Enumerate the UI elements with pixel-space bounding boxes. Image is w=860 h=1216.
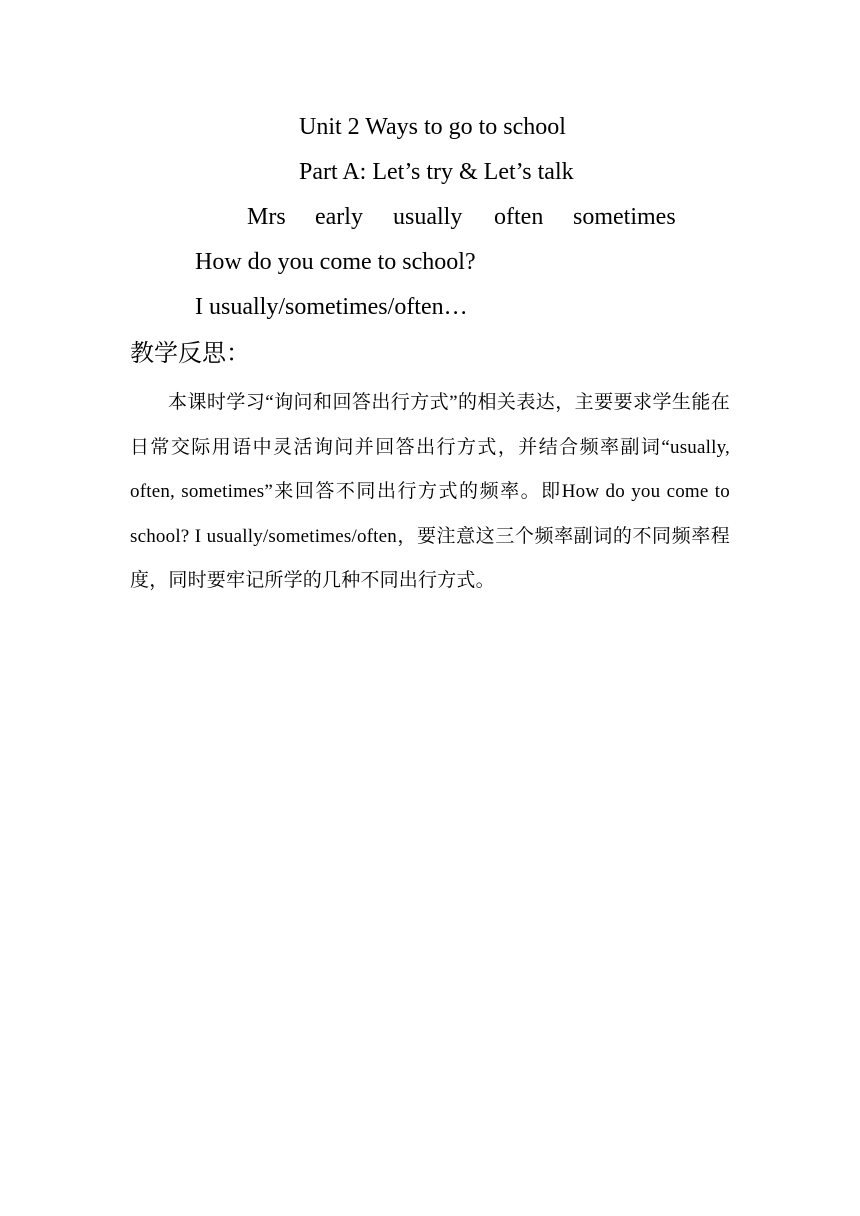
vocabulary-word: usually: [393, 204, 463, 230]
lesson-subtitle: Part A: Let’s try & Let’s talk: [299, 159, 574, 185]
key-question: How do you come to school?: [195, 249, 476, 275]
vocabulary-word: often: [494, 204, 544, 230]
unit-title: Unit 2 Ways to go to school: [299, 114, 566, 140]
vocabulary-word: early: [315, 204, 363, 230]
vocabulary-word: Mrs: [247, 204, 286, 230]
reflection-heading: 教学反思：: [130, 339, 250, 367]
reflection-paragraph: 本课时学习“询问和回答出行方式”的相关表达，主要要求学生能在日常交际用语中灵活询问并回答出行方式，并结合频率副词“usually, often, sometimes”来回答不同出行方式的频率。即How do you come to school? I usually/sometimes/often，要注意这三个频率副词的不同频率程度，同时要牢记所学的几种不同出行方式。: [130, 392, 730, 591]
vocabulary-line: [0, 202, 860, 232]
vocabulary-word: sometimes: [573, 204, 676, 230]
key-answer: I usually/sometimes/often…: [195, 294, 468, 320]
